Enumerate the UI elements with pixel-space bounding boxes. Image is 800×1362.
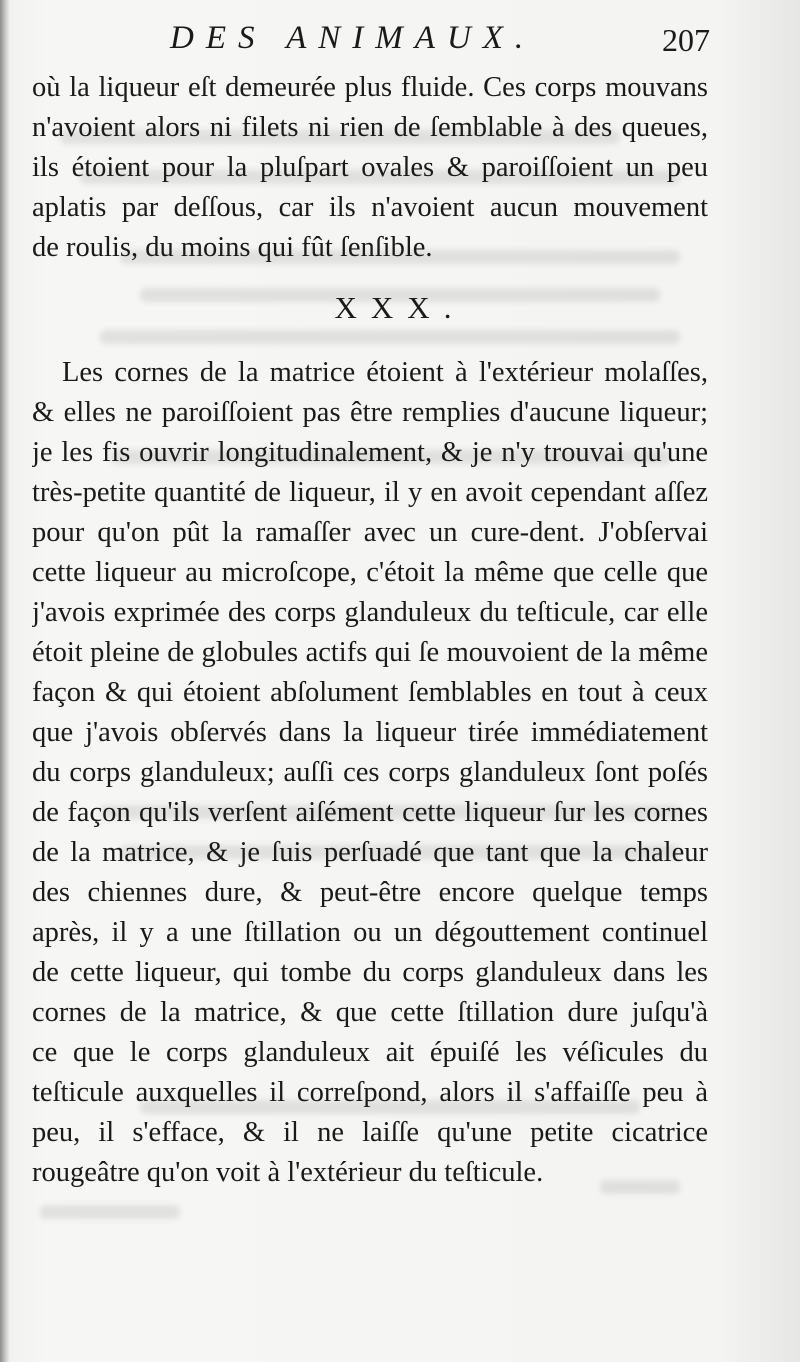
- page-header: [30, 20, 710, 70]
- text-line: & elles ne paroiſſoient pas être remplies d'aucune liqueur;: [32, 397, 708, 428]
- text-line: du corps glanduleux; auſſi ces corps glanduleux ſont poſés: [32, 757, 708, 788]
- section-heading: XXX.: [334, 290, 466, 325]
- text-line: façon & qui étoient abſolument ſemblables en tout à ceux: [32, 677, 708, 708]
- text-line: ce que le corps glanduleux ait épuiſé les véſicules du: [32, 1037, 708, 1068]
- text-line: de roulis, du moins qui fût ſenſible.: [32, 232, 433, 263]
- text-line: teſticule auxquelles il correſpond, alors il s'affaiſſe peu à: [32, 1077, 708, 1108]
- text-line: Les cornes de la matrice étoient à l'extérieur molaſſes,: [62, 357, 708, 388]
- text-line: de la matrice, & je ſuis perſuadé que tant que la chaleur: [32, 837, 708, 868]
- text-line: après, il y a une ſtillation ou un dégouttement continuel: [32, 917, 708, 948]
- text-line: étoit pleine de globules actifs qui ſe mouvoient de la même: [32, 637, 708, 668]
- text-line: aplatis par deſſous, car ils n'avoient aucun mouvement: [32, 192, 708, 223]
- running-head: DES ANIMAUX.: [170, 20, 536, 56]
- text-line: peu, il s'efface, & il ne laiſſe qu'une petite cicatrice: [32, 1117, 708, 1148]
- text-line: des chiennes dure, & peut-être encore quelque temps: [32, 877, 708, 908]
- text-line: très-petite quantité de liqueur, il y en avoit cependant aſſez: [32, 477, 708, 508]
- text-line: de façon qu'ils verſent aiſément cette liqueur ſur les cornes: [32, 797, 708, 828]
- text-line: j'avois exprimée des corps glanduleux du teſticule, car elle: [32, 597, 708, 628]
- page-gutter-shadow: [0, 0, 10, 1362]
- text-line: pour qu'on pût la ramaſſer avec un cure-dent. J'obſervai: [32, 517, 708, 548]
- page-number: 207: [662, 22, 710, 58]
- text-line: de cette liqueur, qui tombe du corps glanduleux dans les: [32, 957, 708, 988]
- text-line: n'avoient alors ni filets ni rien de ſemblable à des queues,: [32, 112, 708, 143]
- text-line: rougeâtre qu'on voit à l'extérieur du teſticule.: [32, 1157, 544, 1188]
- text-line: cornes de la matrice, & que cette ſtillation dure juſqu'à: [32, 997, 708, 1028]
- text-line: que j'avois obſervés dans la liqueur tirée immédiatement: [32, 717, 708, 748]
- text-line: cette liqueur au microſcope, c'étoit la même que celle que: [32, 557, 708, 588]
- text-line: ils étoient pour la pluſpart ovales & paroiſſoient un peu: [32, 152, 708, 183]
- text-line: où la liqueur eſt demeurée plus fluide. Ces corps mouvans: [32, 72, 708, 103]
- text-line: je les fis ouvrir longitudinalement, & je n'y trouvai qu'une: [32, 437, 708, 468]
